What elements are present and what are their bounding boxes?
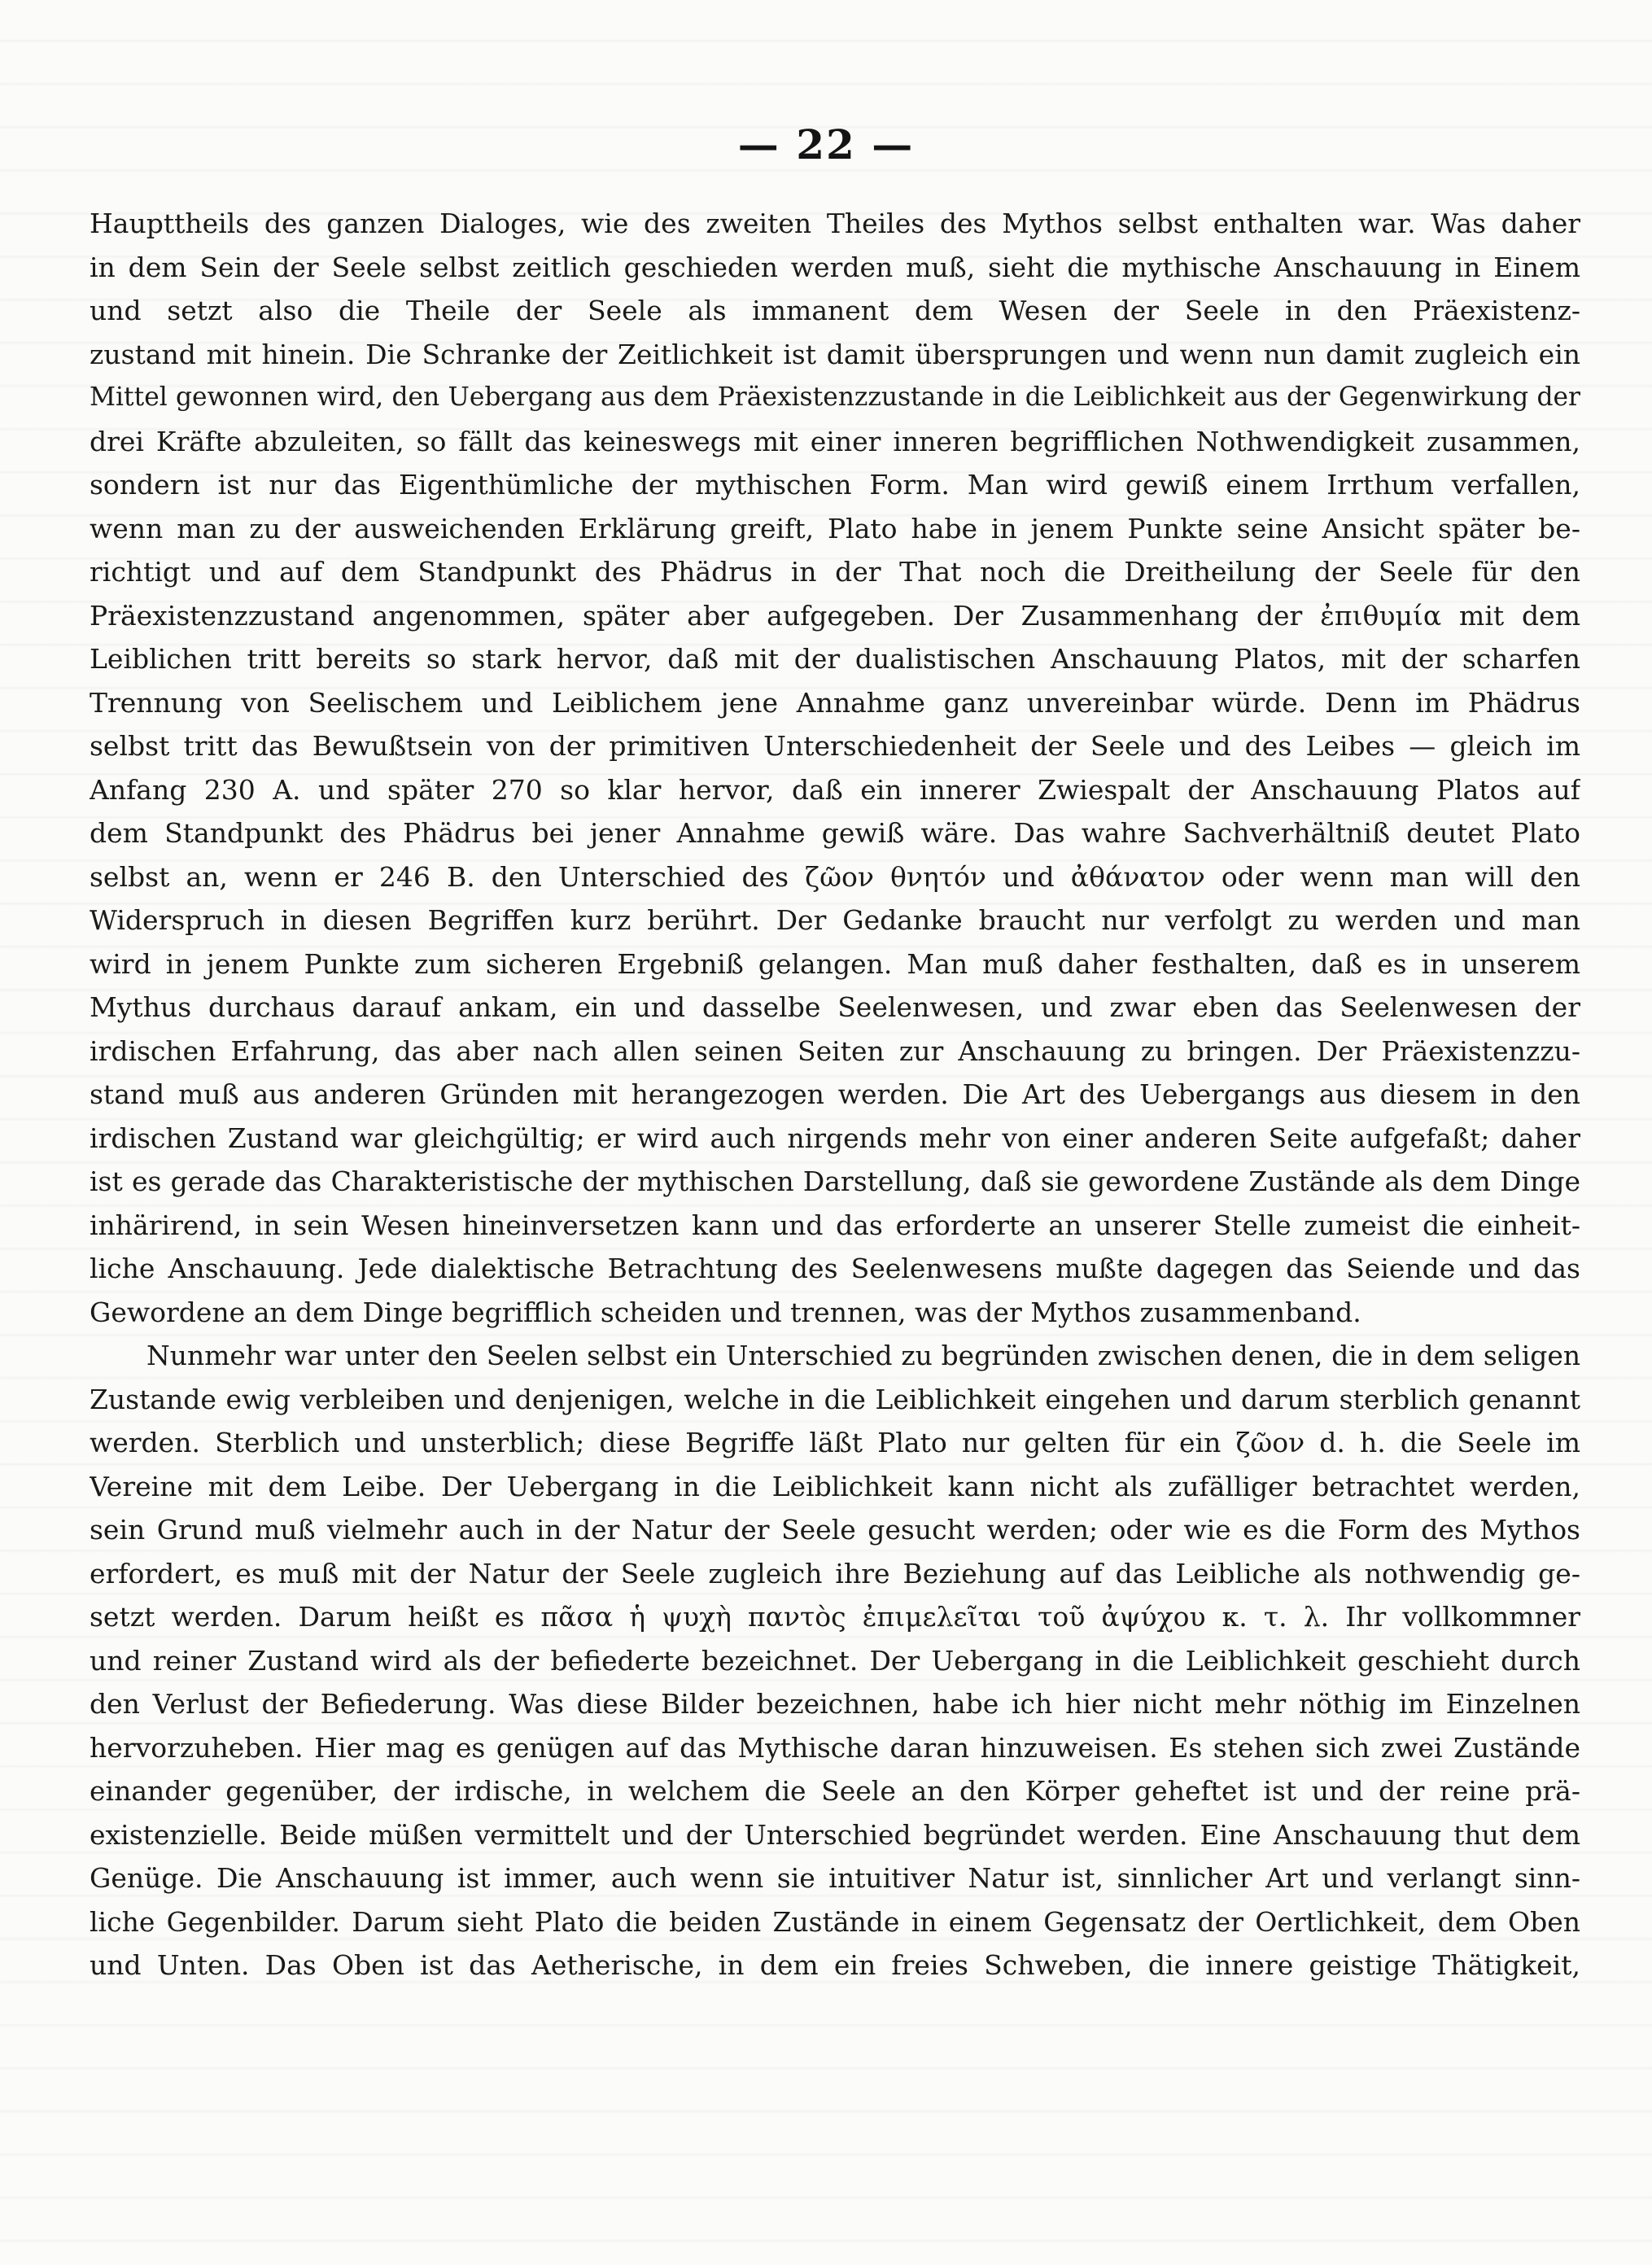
text-line: Leiblichen tritt bereits so stark hervor, daß mit der dualistischen Anschauung Platos, mit der scharfen	[90, 643, 1580, 675]
text-line: irdischen Zustand war gleichgültig; er wird auch nirgends mehr von einer anderen Seite aufgefaßt; daher	[90, 1122, 1580, 1154]
text-line: Gewordene an dem Dinge begrifflich scheiden und trennen, was der Mythos zusammenband.	[90, 1296, 1361, 1328]
text-line: Haupttheils des ganzen Dialoges, wie des zweiten Theiles des Mythos selbst enthalten war. Was daher	[90, 208, 1580, 239]
text-line: Mittel gewonnen wird, den Uebergang aus dem Präexistenzzustande in die Leiblichkeit aus der Gegenwirkung der	[90, 383, 1580, 412]
text-line: stand muß aus anderen Gründen mit herangezogen werden. Die Art des Uebergangs aus diesem in den	[90, 1078, 1580, 1110]
page-number: — 22 —	[737, 120, 915, 168]
body-text	[90, 202, 1580, 1987]
text-line: und reiner Zustand wird als der befiederte bezeichnet. Der Uebergang in die Leiblichkeit geschieht durch	[90, 1644, 1580, 1677]
text-line: Genüge. Die Anschauung ist immer, auch wenn sie intuitiver Natur ist, sinnlicher Art und verlangt sinn-	[90, 1862, 1580, 1894]
text-line: Widerspruch in diesen Begriffen kurz berührt. Der Gedanke braucht nur verfolgt zu werden und man	[90, 904, 1580, 936]
text-line: Anfang 230 A. und später 270 so klar hervor, daß ein innerer Zwiespalt der Anschauung Platos auf	[90, 773, 1580, 806]
text-line: Präexistenzzustand angenommen, später aber aufgegeben. Der Zusammenhang der ἐπιθυμία mit dem	[90, 599, 1580, 632]
text-line: liche Gegenbilder. Darum sieht Plato die beiden Zustände in einem Gegensatz der Oertlichkeit, dem Oben	[90, 1905, 1580, 1938]
text-line: einander gegenüber, der irdische, in welchem die Seele an den Körper geheftet ist und der reine prä-	[90, 1775, 1580, 1807]
text-line: werden. Sterblich und unsterblich; diese Begriffe läßt Plato nur gelten für ein ζῶον d. h. die Seele im	[90, 1427, 1580, 1458]
text-line: ist es gerade das Charakteristische der mythischen Darstellung, daß sie gewordene Zustände als dem Dinge	[90, 1165, 1580, 1197]
text-line: in dem Sein der Seele selbst zeitlich geschieden werden muß, sieht die mythische Anschauung in Einem	[90, 251, 1580, 283]
text-line: selbst an, wenn er 246 B. den Unterschied des ζῶον θνητόν und ἀθάνατον oder wenn man will den	[90, 860, 1580, 893]
text-line: existenzielle. Beide müßen vermittelt und der Unterschied begründet werden. Eine Anschauung thut dem	[90, 1818, 1580, 1851]
text-line: setzt werden. Darum heißt es πᾶσα ἡ ψυχὴ παντὸς ἐπιμελεῖται τοῦ ἀψύχου κ. τ. λ. Ihr vollkommner	[90, 1601, 1580, 1633]
text-line: Zustande ewig verbleiben und denjenigen, welche in die Leiblichkeit eingehen und darum sterblich genannt	[90, 1383, 1580, 1415]
text-line: erfordert, es muß mit der Natur der Seele zugleich ihre Beziehung auf das Leibliche als nothwendig ge-	[90, 1557, 1580, 1589]
text-line: Trennung von Seelischem und Leiblichem jene Annahme ganz unvereinbar würde. Denn im Phädrus	[90, 686, 1580, 719]
text-line: zustand mit hinein. Die Schranke der Zeitlichkeit ist damit übersprungen und wenn nun damit zugleich ein	[90, 338, 1580, 370]
text-line: selbst tritt das Bewußtsein von der primitiven Unterschiedenheit der Seele und des Leibes — gleich im	[90, 730, 1580, 762]
text-line: sein Grund muß vielmehr auch in der Natur der Seele gesucht werden; oder wie es die Form des Mythos	[90, 1514, 1580, 1546]
text-line: wenn man zu der ausweichenden Erklärung greift, Plato habe in jenem Punkte seine Ansicht später be-	[90, 512, 1580, 544]
text-line: den Verlust der Befiederung. Was diese Bilder bezeichnen, habe ich hier nicht mehr nöthig im Einzelnen	[90, 1688, 1580, 1720]
text-line: Nunmehr war unter den Seelen selbst ein Unterschied zu begründen zwischen denen, die in dem seligen	[146, 1340, 1580, 1371]
text-line: liche Anschauung. Jede dialektische Betrachtung des Seelenwesens mußte dagegen das Seiende und das	[90, 1253, 1580, 1284]
text-line: richtigt und auf dem Standpunkt des Phädrus in der That noch die Dreitheilung der Seele für den	[90, 556, 1580, 588]
text-line: Vereine mit dem Leibe. Der Uebergang in die Leiblichkeit kann nicht als zufälliger betrachtet werden,	[90, 1470, 1580, 1502]
text-line: und setzt also die Theile der Seele als immanent dem Wesen der Seele in den Präexistenz-	[90, 295, 1580, 326]
text-line: irdischen Erfahrung, das aber nach allen seinen Seiten zur Anschauung zu bringen. Der Präexistenzzu-	[90, 1034, 1580, 1067]
text-line: hervorzuheben. Hier mag es genügen auf das Mythische daran hinzuweisen. Es stehen sich zwei Zustände	[90, 1731, 1580, 1764]
text-line: Mythus durchaus darauf ankam, ein und dasselbe Seelenwesen, und zwar eben das Seelenwesen der	[90, 991, 1580, 1023]
text-line: und Unten. Das Oben ist das Aetherische, in dem ein freies Schweben, die innere geistige Thätigkeit,	[90, 1949, 1580, 1981]
text-line: dem Standpunkt des Phädrus bei jener Annahme gewiß wäre. Das wahre Sachverhältniß deutet Plato	[90, 817, 1580, 849]
text-line: drei Kräfte abzuleiten, so fällt das keineswegs mit einer inneren begrifflichen Nothwendigkeit zusammen,	[90, 425, 1580, 457]
text-line: wird in jenem Punkte zum sicheren Ergebniß gelangen. Man muß daher festhalten, daß es in unserem	[90, 947, 1580, 980]
text-line: inhärirend, in sein Wesen hineinversetzen kann und das erforderte an unserer Stelle zumeist die einheit-	[90, 1209, 1580, 1241]
text-line: sondern ist nur das Eigenthümliche der mythischen Form. Man wird gewiß einem Irrthum verfallen,	[90, 469, 1580, 501]
